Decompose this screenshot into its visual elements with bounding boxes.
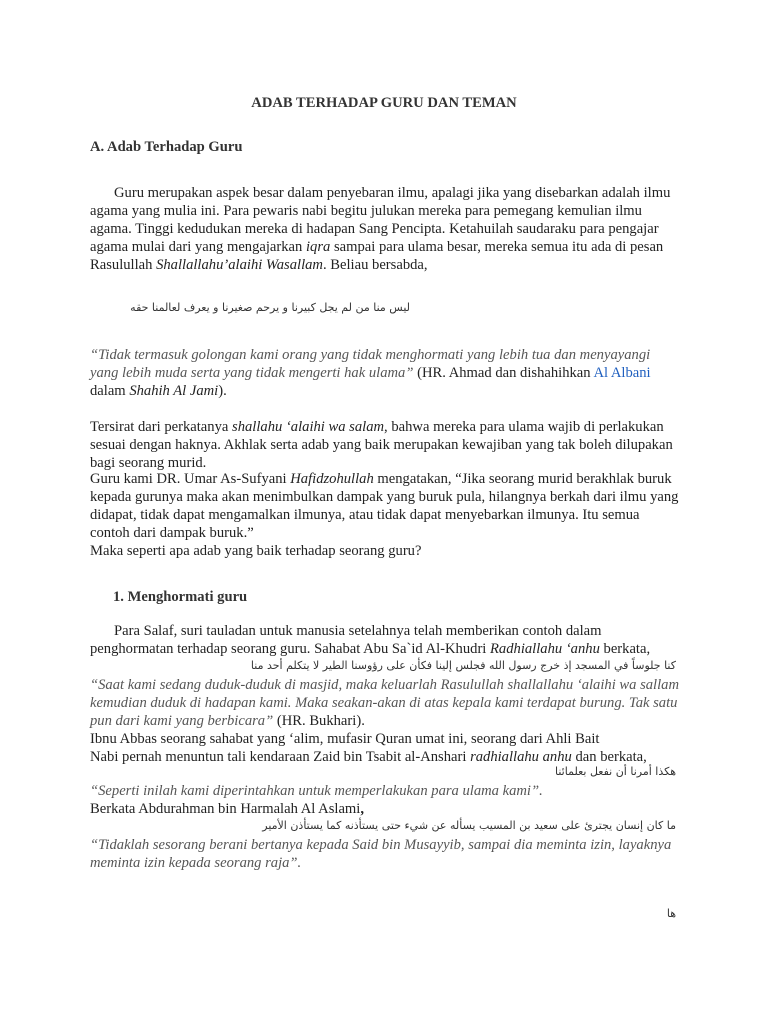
- arabic-trailing-text: ﮬﺎ: [666, 907, 676, 920]
- section-1-paragraph-3: Berkata Abdurahman bin Harmalah Al Aslami,: [90, 801, 364, 817]
- section-a-paragraph-2: Tersirat dari perkatanya shallahu ‘alaihi wa salam, bahwa mereka para ulama wajib di perlakukan sesuai dengan haknya. Akhlak serta adab yang baik merupakan kewajiban yang tak boleh dilupakan bagi seorang murid.: [90, 419, 673, 471]
- term-radhiallahu-anhu-2: radhiallahu anhu: [470, 749, 572, 765]
- hadith-2-quote: “Saat kami sedang duduk-duduk di masjid, maka keluarlah Rasulullah shallallahu ‘alaihi wa sallam kemudian duduk di hadapan kami. Maka seakan-akan di atas kepala kami terdapat burung. Tak satu pun dari kami yang berbicara”: [90, 677, 679, 729]
- section-a-heading: A. Adab Terhadap Guru: [90, 139, 243, 155]
- section-a-paragraph-4: Maka seperti apa adab yang baik terhadap seorang guru?: [90, 543, 422, 559]
- section-a-paragraph-3: Guru kami DR. Umar As-Sufyani Hafidzohullah mengatakan, “Jika seorang murid berakhlak buruk kepada gurunya maka akan menimbulkan dampak yang buruk pula, hilangnya berkah dari ilmu yang didapat, tidak dapat mengamalkan ilmunya, atau tidak dapat menyebarkan ilmunya. Itu semua contoh dari dampak buruk.”: [90, 471, 679, 541]
- section-1-paragraph-1: Para Salaf, suri tauladan untuk manusia setelahnya telah memberikan contoh dalam penghormatan terhadap seorang guru. Sahabat Abu Sa`id Al-Khudri Radhiallahu ‘anhu berkata,: [90, 623, 651, 657]
- hadith-2-translation: “Saat kami sedang duduk-duduk di masjid, maka keluarlah Rasulullah shallallahu ‘alaihi wa sallam kemudian duduk di hadapan kami. Maka seakan-akan di atas kepala kami terdapat burung. Tak satu pun dari kami yang berbicara” (HR. Bukhari).: [90, 677, 679, 729]
- arabic-hadith-2: كنا جلوساً في المسجد إذ خرج رسول الله فجلس إلينا فكأن على رؤوسنا الطير لا يتكلم أحد منا: [250, 659, 676, 672]
- book-shahih-al-jami: Shahih Al Jami: [129, 383, 219, 399]
- al-albani-link[interactable]: Al Albani: [593, 365, 651, 381]
- quote-3: “Seperti inilah kami diperintahkan untuk memperlakukan para ulama kami”.: [90, 783, 543, 799]
- term-radhiallahu-anhu: Radhiallahu ‘anhu: [490, 641, 600, 657]
- hadith-1-quote: “Tidak termasuk golongan kami orang yang tidak menghormati yang lebih tua dan menyayangi yang lebih muda serta yang tidak mengerti hak ulama”: [90, 347, 651, 381]
- arabic-quote-3: هكذا أمرنا أن نفعل بعلمائنا: [555, 765, 676, 778]
- term-hafidzohullah: Hafidzohullah: [290, 471, 374, 487]
- arabic-quote-4: ما كان إنسان يجترئ على سعيد بن المسيب يسأله عن شيء حتى يستأذنه كما يستأذن الأمير: [262, 819, 676, 832]
- hadith-1-translation: “Tidak termasuk golongan kami orang yang tidak menghormati yang lebih tua dan menyayangi yang lebih muda serta yang tidak mengerti hak ulama” (HR. Ahmad dan dishahihkan Al Albani dalam Shahih Al Jami).: [90, 347, 651, 399]
- section-1-paragraph-2: Ibnu Abbas seorang sahabat yang ‘alim, mufasir Quran umat ini, seorang dari Ahli Bait Nabi pernah menuntun tali kendaraan Zaid bin Tsabit al-Anshari radhiallahu anhu dan berkata,: [90, 731, 647, 765]
- term-salam: shallahu ‘alaihi wa salam: [232, 419, 385, 435]
- quote-4: “Tidaklah sesorang berani bertanya kepada Said bin Musayyib, sampai dia meminta izin, layaknya meminta izin kepada seorang raja”.: [90, 837, 672, 871]
- term-iqra: iqra: [305, 239, 331, 255]
- section-1-heading: 1. Menghormati guru: [113, 589, 248, 605]
- term-shallallahu: Shallallahu’alaihi Wasallam: [156, 257, 323, 273]
- document-title: ADAB TERHADAP GURU DAN TEMAN: [251, 95, 517, 111]
- arabic-hadith-1: ليس منا من لم يجل كبيرنا و يرحم صغيرنا و يعرف لعالمنا حقه: [130, 301, 410, 314]
- section-a-paragraph-1: Guru merupakan aspek besar dalam penyebaran ilmu, apalagi jika yang disebarkan adalah ilmu agama yang mulia ini. Para pewaris nabi begitu julukan mereka para pemegang kemulian ilmu agama. Tinggi kedudukan mereka di hadapan Sang Pencipta. Ketahuilah saudaraku para pengajar agama mulai dari yang mengajarkan iqra sampai para ulama besar, mereka semua itu ada di pesan Rasulullah Shallallahu’alaihi Wasallam. Beliau bersabda,: [90, 185, 671, 273]
